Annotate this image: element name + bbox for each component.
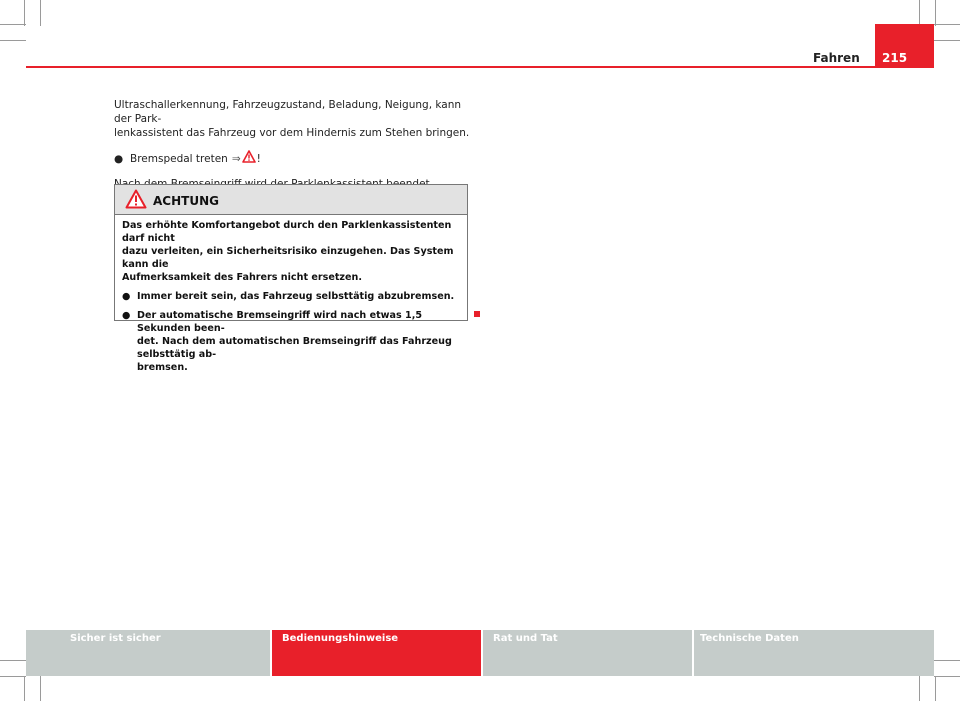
bullet-dot: ● [114,152,124,165]
crop-mark [919,0,920,26]
bullet-dot: ● [122,310,131,321]
crop-mark [935,676,936,701]
warning-line: Das erhöhte Komfortangebot durch den Parklenkassistenten darf nicht [122,220,452,244]
warning-line: bremsen. [137,362,188,373]
header-rule [26,66,934,68]
crop-mark [40,676,41,701]
warning-list-item [122,290,459,303]
crop-mark [934,24,960,25]
crop-mark [40,0,41,26]
section-title: Fahren [813,51,860,65]
warning-line: dazu verleiten, ein Sicherheitsrisiko einzugehen. Das System kann die [122,246,454,270]
bullet-text: Bremspedal treten [130,152,228,165]
paragraph-intro [114,98,474,140]
crop-mark [0,24,26,25]
warning-line: det. Nach dem automatischen Bremseingriff das Fahrzeug selbsttätig ab- [137,336,452,360]
warning-line: Der automatische Bremseingriff wird nach etwas 1,5 Sekunden been- [137,310,423,334]
warning-list-item [122,309,459,374]
crop-mark [935,0,936,26]
footer-nav [26,630,934,676]
warning-header [115,185,467,215]
warning-bullet-text: Immer bereit sein, das Fahrzeug selbsttätig abzubremsen. [137,291,455,302]
section-end-marker [474,311,480,317]
warning-title: ACHTUNG [153,194,219,208]
cross-reference-arrow[interactable]: ⇒ [231,152,241,165]
warning-intro [122,219,459,284]
crop-mark [0,40,26,41]
crop-mark [934,40,960,41]
warning-triangle-icon[interactable] [242,150,256,167]
bullet-dot: ● [122,291,131,302]
warning-line: Aufmerksamkeit des Fahrers nicht ersetzen. [122,272,362,283]
crop-mark [934,660,960,661]
footer-tab-technische-daten[interactable]: Technische Daten [694,630,934,676]
crop-mark [934,676,960,677]
page-number: 215 [882,51,908,65]
warning-box [114,184,468,373]
bullet-suffix: ! [256,152,261,165]
warning-body [115,215,467,374]
paragraph-line: lenkassistent das Fahrzeug vor dem Hindernis zum Stehen bringen. [114,127,470,139]
crop-mark [24,676,25,701]
list-item [114,150,474,167]
footer-tab-bedienungshinweise[interactable]: Bedienungshinweise [272,630,483,676]
crop-mark [0,660,26,661]
paragraph-line: Ultraschallerkennung, Fahrzeugzustand, Beladung, Neigung, kann der Park- [114,99,462,125]
footer-tab-rat-und-tat[interactable]: Rat und Tat [483,630,694,676]
footer-tab-sicher-ist-sicher[interactable]: Sicher ist sicher [26,630,272,676]
crop-mark [919,676,920,701]
warning-bullet-text [137,309,459,374]
warning-triangle-icon [125,189,147,213]
crop-mark [24,0,25,26]
crop-mark [0,676,26,677]
